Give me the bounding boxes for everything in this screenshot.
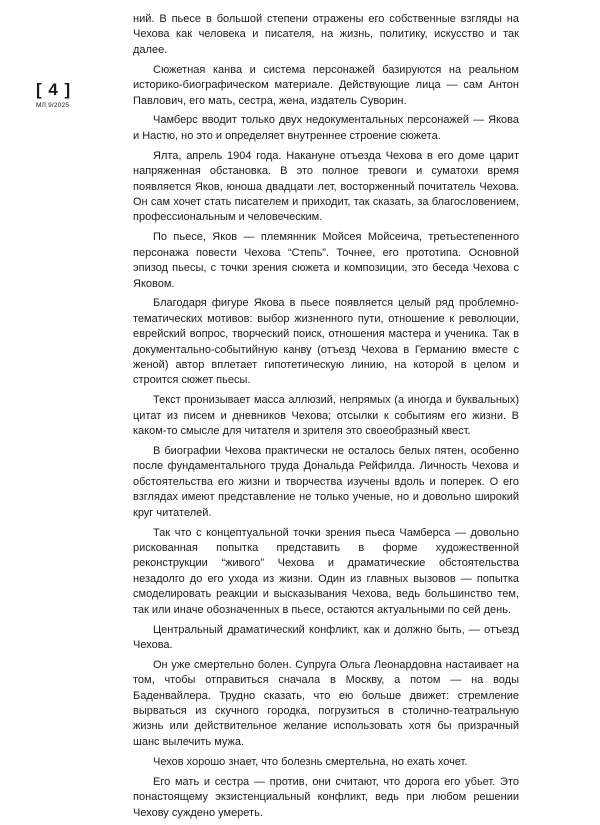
- issue-label: МЛ 9/2025: [36, 102, 70, 109]
- paragraph-11: Он уже смертельно болен. Супруга Ольга Леонардовна настаивает на том, чтобы отправиться сначала в Москву, а потом — на воды Баденвайлера. Трудно сказать, что ею больше движет: стремление вырваться из скучного городка, погрузиться в столично-театральную жизнь или действительное желание использовать хотя бы призрачный шанс вылечить мужа.: [133, 658, 519, 748]
- page-number: [ 4 ]: [36, 80, 72, 99]
- paragraph-10: Центральный драматический конфликт, как и должно быть, — отъезд Чехова.: [133, 623, 519, 651]
- page-marker: [36, 80, 106, 109]
- paragraph-12: Чехов хорошо знает, что болезнь смертельна, но ехать хочет.: [153, 755, 468, 768]
- paragraph-5: По пьесе, Яков — племянник Мойсея Мойсеича, третьестепенного персонажа повести Чехова “Степь”. Точнее, его прототипа. Основной эпизод пьесы, с точки зрения сюжета и композиции, это беседа Чехова с Яковом.: [133, 231, 519, 290]
- article-body: [133, 12, 519, 825]
- paragraph-9: Так что с концептуальной точки зрения пьеса Чамберса — довольно рискованная попытка представить в форме художественной реконструкции “живого” Чехова и драматические обстоятельства незадолго до его ухода из жизни. Один из главных вызовов — попытка смоделировать реакции и высказывания Чехова, ведь большинство тем, так или иначе обозначенных в пьесе, остаются актуальными по сей день.: [133, 526, 519, 616]
- paragraph-4: Ялта, апрель 1904 года. Накануне отъезда Чехова в его доме царит напряженная обстановка. В это полное тревоги и суматохи время появляется Яков, юноша двадцати лет, восторженный почитатель Чехова. Он сам хочет стать писателем и приходит, так сказать, за благословением, профессиональным и человеческим.: [133, 149, 519, 224]
- paragraph-7: Текст пронизывает масса аллюзий, непрямых (а иногда и буквальных) цитат из писем и дневников Чехова; отсылки к событиям его жизни. В каком-то смысле для читателя и зрителя это своеобразный квест.: [133, 394, 519, 438]
- paragraph-3: Чамберс вводит только двух недокументальных персонажей — Якова и Настю, но это и определяет внутреннее строение сюжета.: [133, 114, 519, 142]
- paragraph-1: ний. В пьесе в большой степени отражены его собственные взгляды на Чехова как человека и писателя, на жизнь, политику, искусство и так далее.: [133, 13, 519, 56]
- paragraph-13: Его мать и сестра — против, они считают, что дорога его убьет. Это понастоящему экзистенциальный конфликт, ведь при любом решении Чехову суждено умереть.: [133, 775, 519, 819]
- paragraph-2: Сюжетная канва и система персонажей базируются на реальном историко-биографическом материале. Действующие лица — сам Антон Павлович, его мать, сестра, жена, издатель Суворин.: [133, 63, 519, 107]
- paragraph-8: В биографии Чехова практически не осталось белых пятен, особенно после фундаментального труда Дональда Рейфилда. Личность Чехова и обстоятельства его жизни и творчества изучены вдоль и поперек. О его взглядах имеют представление не только ученые, но и довольно широкий круг читателей.: [133, 445, 519, 519]
- paragraph-6: Благодаря фигуре Якова в пьесе появляется целый ряд проблемно-тематических мотивов: выбор жизненного пути, отношение к революции, еврейский вопрос, творческий поиск, отношения мастера и ученика. Так в документально-событийную канву (отъезд Чехова в Германию вместе с женой) автор вплетает гипотетическую линию, на которой в целом и строится сюжет пьесы.: [133, 297, 519, 387]
